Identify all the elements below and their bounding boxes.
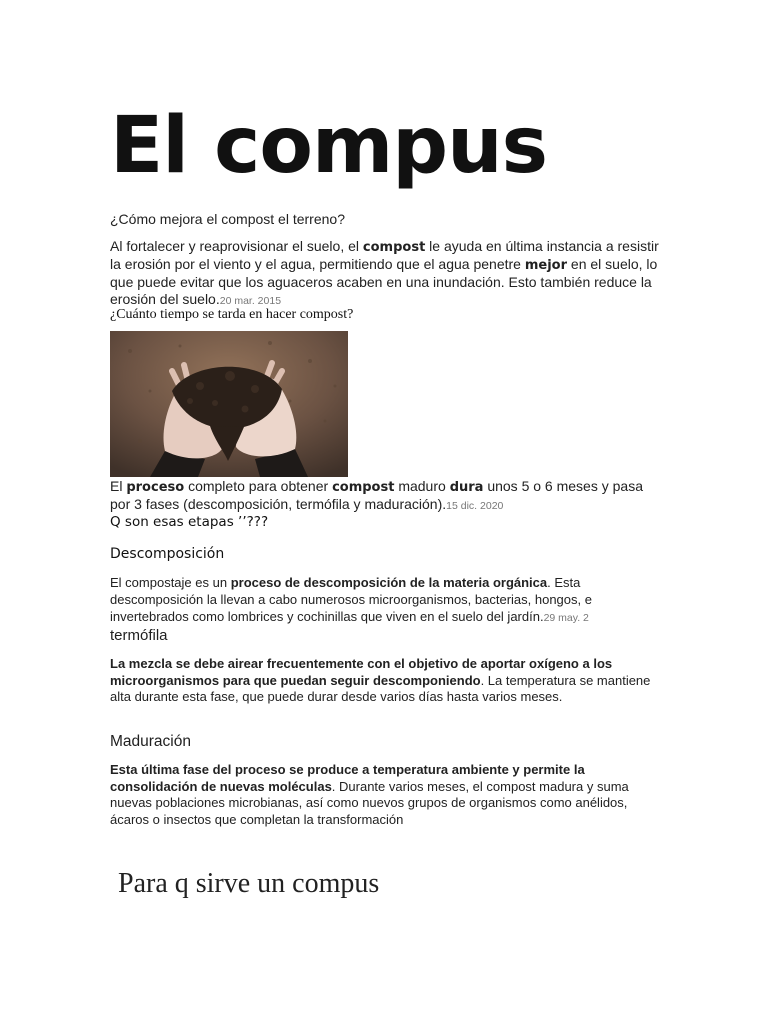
bold-run: compost	[362, 240, 426, 255]
bold-run: proceso	[126, 480, 185, 495]
text-run: . Esta descomposición la llevan a cabo numerosos microorganismos, bacterias, hongos, e invertebrados como lombrices y cochinillas que viven en el suelo del jardín.	[110, 575, 592, 624]
date-stamp: 29 may. 2	[543, 612, 589, 624]
bold-run: compost	[332, 480, 395, 495]
date-stamp: 15 dic. 2020	[446, 500, 504, 512]
question-stages: Q son esas etapas ’’???	[110, 514, 269, 530]
date-stamp: 20 mar. 2015	[219, 295, 282, 307]
question-compost-improves-soil: ¿Cómo mejora el compost el terreno?	[110, 211, 345, 227]
text-run: le ayuda en última instancia a resistir la erosión por el viento y el agua, permitiendo que el agua penetre	[110, 238, 659, 272]
text-run: completo para obtener	[184, 478, 333, 494]
text-run: unos 5 o 6 meses y pasa por 3 fases (descomposición, termófila y maduración).	[110, 478, 643, 512]
paragraph-compost-benefits	[110, 238, 662, 310]
text-run: en el suelo, lo que puede evitar que los aguaceros acaben en una inundación. Esto también reduce la erosión del suelo.	[110, 256, 658, 307]
bold-run: mejor	[524, 258, 568, 273]
heading-descomposicion: Descomposición	[110, 546, 225, 562]
paragraph-descomposicion	[110, 574, 638, 627]
text-run: Al fortalecer y reaprovisionar el suelo, el	[110, 238, 363, 254]
text-run: El compostaje es un	[110, 575, 231, 590]
compost-hands-photo	[110, 331, 348, 477]
document-title: El compus	[110, 101, 548, 191]
text-run: . La temperatura se mantiene alta durante esta fase, que puede durar desde varios días hasta varios meses.	[110, 672, 651, 704]
bold-run: proceso de descomposición de la materia orgánica	[230, 575, 548, 590]
paragraph-termofila	[110, 656, 660, 706]
text-run: El	[110, 478, 127, 494]
heading-termofila: termófila	[110, 627, 168, 644]
paragraph-maduracion	[110, 762, 658, 828]
paragraph-compost-duration	[110, 478, 658, 515]
question-compost-time: ¿Cuánto tiempo se tarda en hacer compost?	[110, 307, 354, 322]
compost-hands-illustration	[110, 331, 348, 477]
bold-run: dura	[449, 480, 484, 495]
bold-run: La mezcla se debe airear frecuentemente con el objetivo de aportar oxígeno a los microorganismos para que puedan seguir descomponiendo	[110, 656, 613, 688]
text-run: maduro	[394, 478, 450, 494]
section-title-para-que-sirve: Para q sirve un compus	[118, 868, 380, 899]
heading-maduracion: Maduración	[110, 733, 191, 750]
bold-run: Esta última fase del proceso se produce a temperatura ambiente y permite la consolidación de nuevas moléculas	[110, 762, 585, 794]
text-run: . Durante varios meses, el compost madura y suma nuevas poblaciones microbianas, así como nuevos grupos de organismos como anélidos, ácaros o insectos que completan la transformación	[110, 778, 629, 827]
